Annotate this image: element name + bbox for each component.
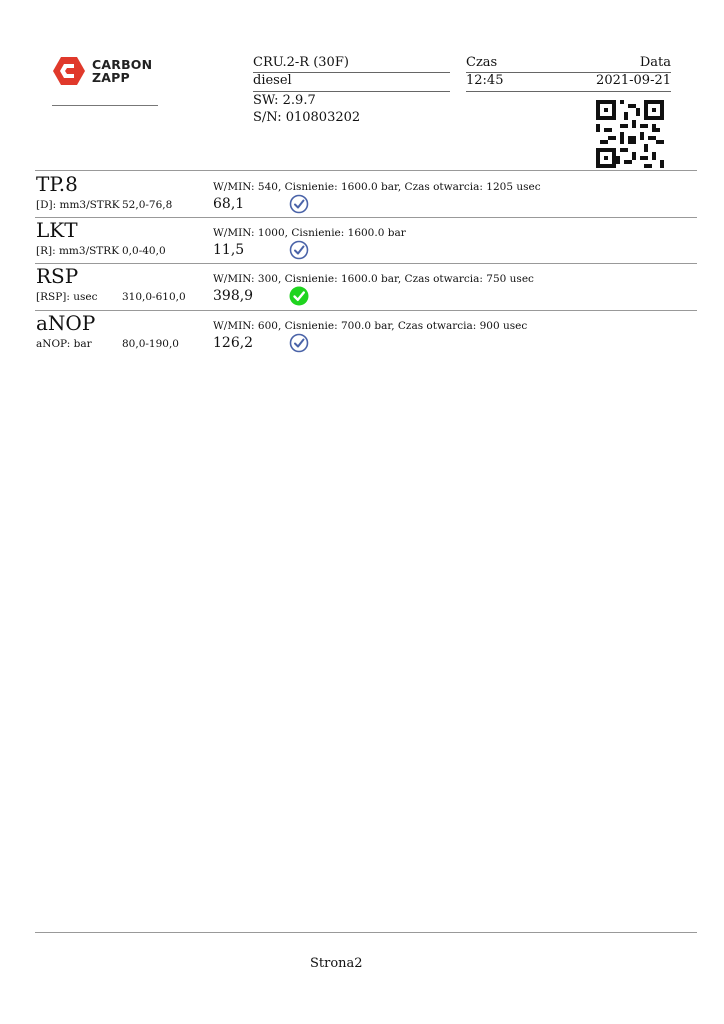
- date-value: 2021-09-21: [596, 73, 671, 88]
- brand-name: [92, 58, 152, 84]
- test-title: aNOP: [36, 311, 96, 335]
- test-params: W/MIN: 1000, Cisnienie: 1600.0 bar: [213, 227, 406, 239]
- time-value: 12:45: [466, 73, 504, 88]
- test-title: TP.8: [36, 172, 78, 196]
- test-params: W/MIN: 300, Cisnienie: 1600.0 bar, Czas otwarcia: 750 usec: [213, 273, 534, 285]
- test-params: W/MIN: 540, Cisnienie: 1600.0 bar, Czas otwarcia: 1205 usec: [213, 181, 541, 193]
- test-unit: aNOP: bar: [36, 338, 92, 350]
- test-params: W/MIN: 600, Cisnienie: 700.0 bar, Czas otwarcia: 900 usec: [213, 320, 528, 332]
- fuel-type: diesel: [253, 73, 292, 88]
- row-separator: [35, 263, 697, 264]
- row-separator: [35, 170, 697, 171]
- brand-line2: ZAPP: [92, 70, 130, 85]
- serial-number: S/N: 010803202: [253, 110, 361, 125]
- software-version: SW: 2.9.7: [253, 93, 316, 108]
- device-model: CRU.2-R (30F): [253, 55, 349, 70]
- qr-code-icon: [596, 100, 664, 168]
- divider: [253, 91, 450, 92]
- row-separator: [35, 217, 697, 218]
- brand-line1: CARBON: [92, 57, 153, 72]
- logo-underline: [52, 105, 158, 106]
- test-range: 310,0-610,0: [122, 291, 186, 303]
- check-outline-icon: [289, 240, 309, 260]
- date-label: Data: [639, 55, 671, 70]
- test-value: 68,1: [213, 196, 245, 212]
- test-unit: [RSP]: usec: [36, 291, 98, 303]
- test-title: RSP: [36, 264, 79, 288]
- test-value: 126,2: [213, 335, 254, 351]
- check-outline-icon: [289, 333, 309, 353]
- test-value: 11,5: [213, 242, 245, 258]
- check-outline-icon: [289, 194, 309, 214]
- test-value: 398,9: [213, 288, 254, 304]
- divider: [466, 91, 671, 92]
- test-unit: [D]: mm3/STRK: [36, 199, 120, 211]
- check-filled-green-icon: [289, 286, 309, 306]
- test-range: 52,0-76,8: [122, 199, 173, 211]
- time-label: Czas: [466, 55, 498, 70]
- row-separator: [35, 310, 697, 311]
- footer-divider: [35, 932, 697, 933]
- test-unit: [R]: mm3/STRK: [36, 245, 120, 257]
- test-title: LKT: [36, 218, 78, 242]
- brand-logo: [52, 56, 162, 90]
- test-range: 80,0-190,0: [122, 338, 179, 350]
- carbon-zapp-logo-icon: [52, 56, 86, 86]
- test-range: 0,0-40,0: [122, 245, 166, 257]
- page-number: Strona2: [310, 956, 363, 971]
